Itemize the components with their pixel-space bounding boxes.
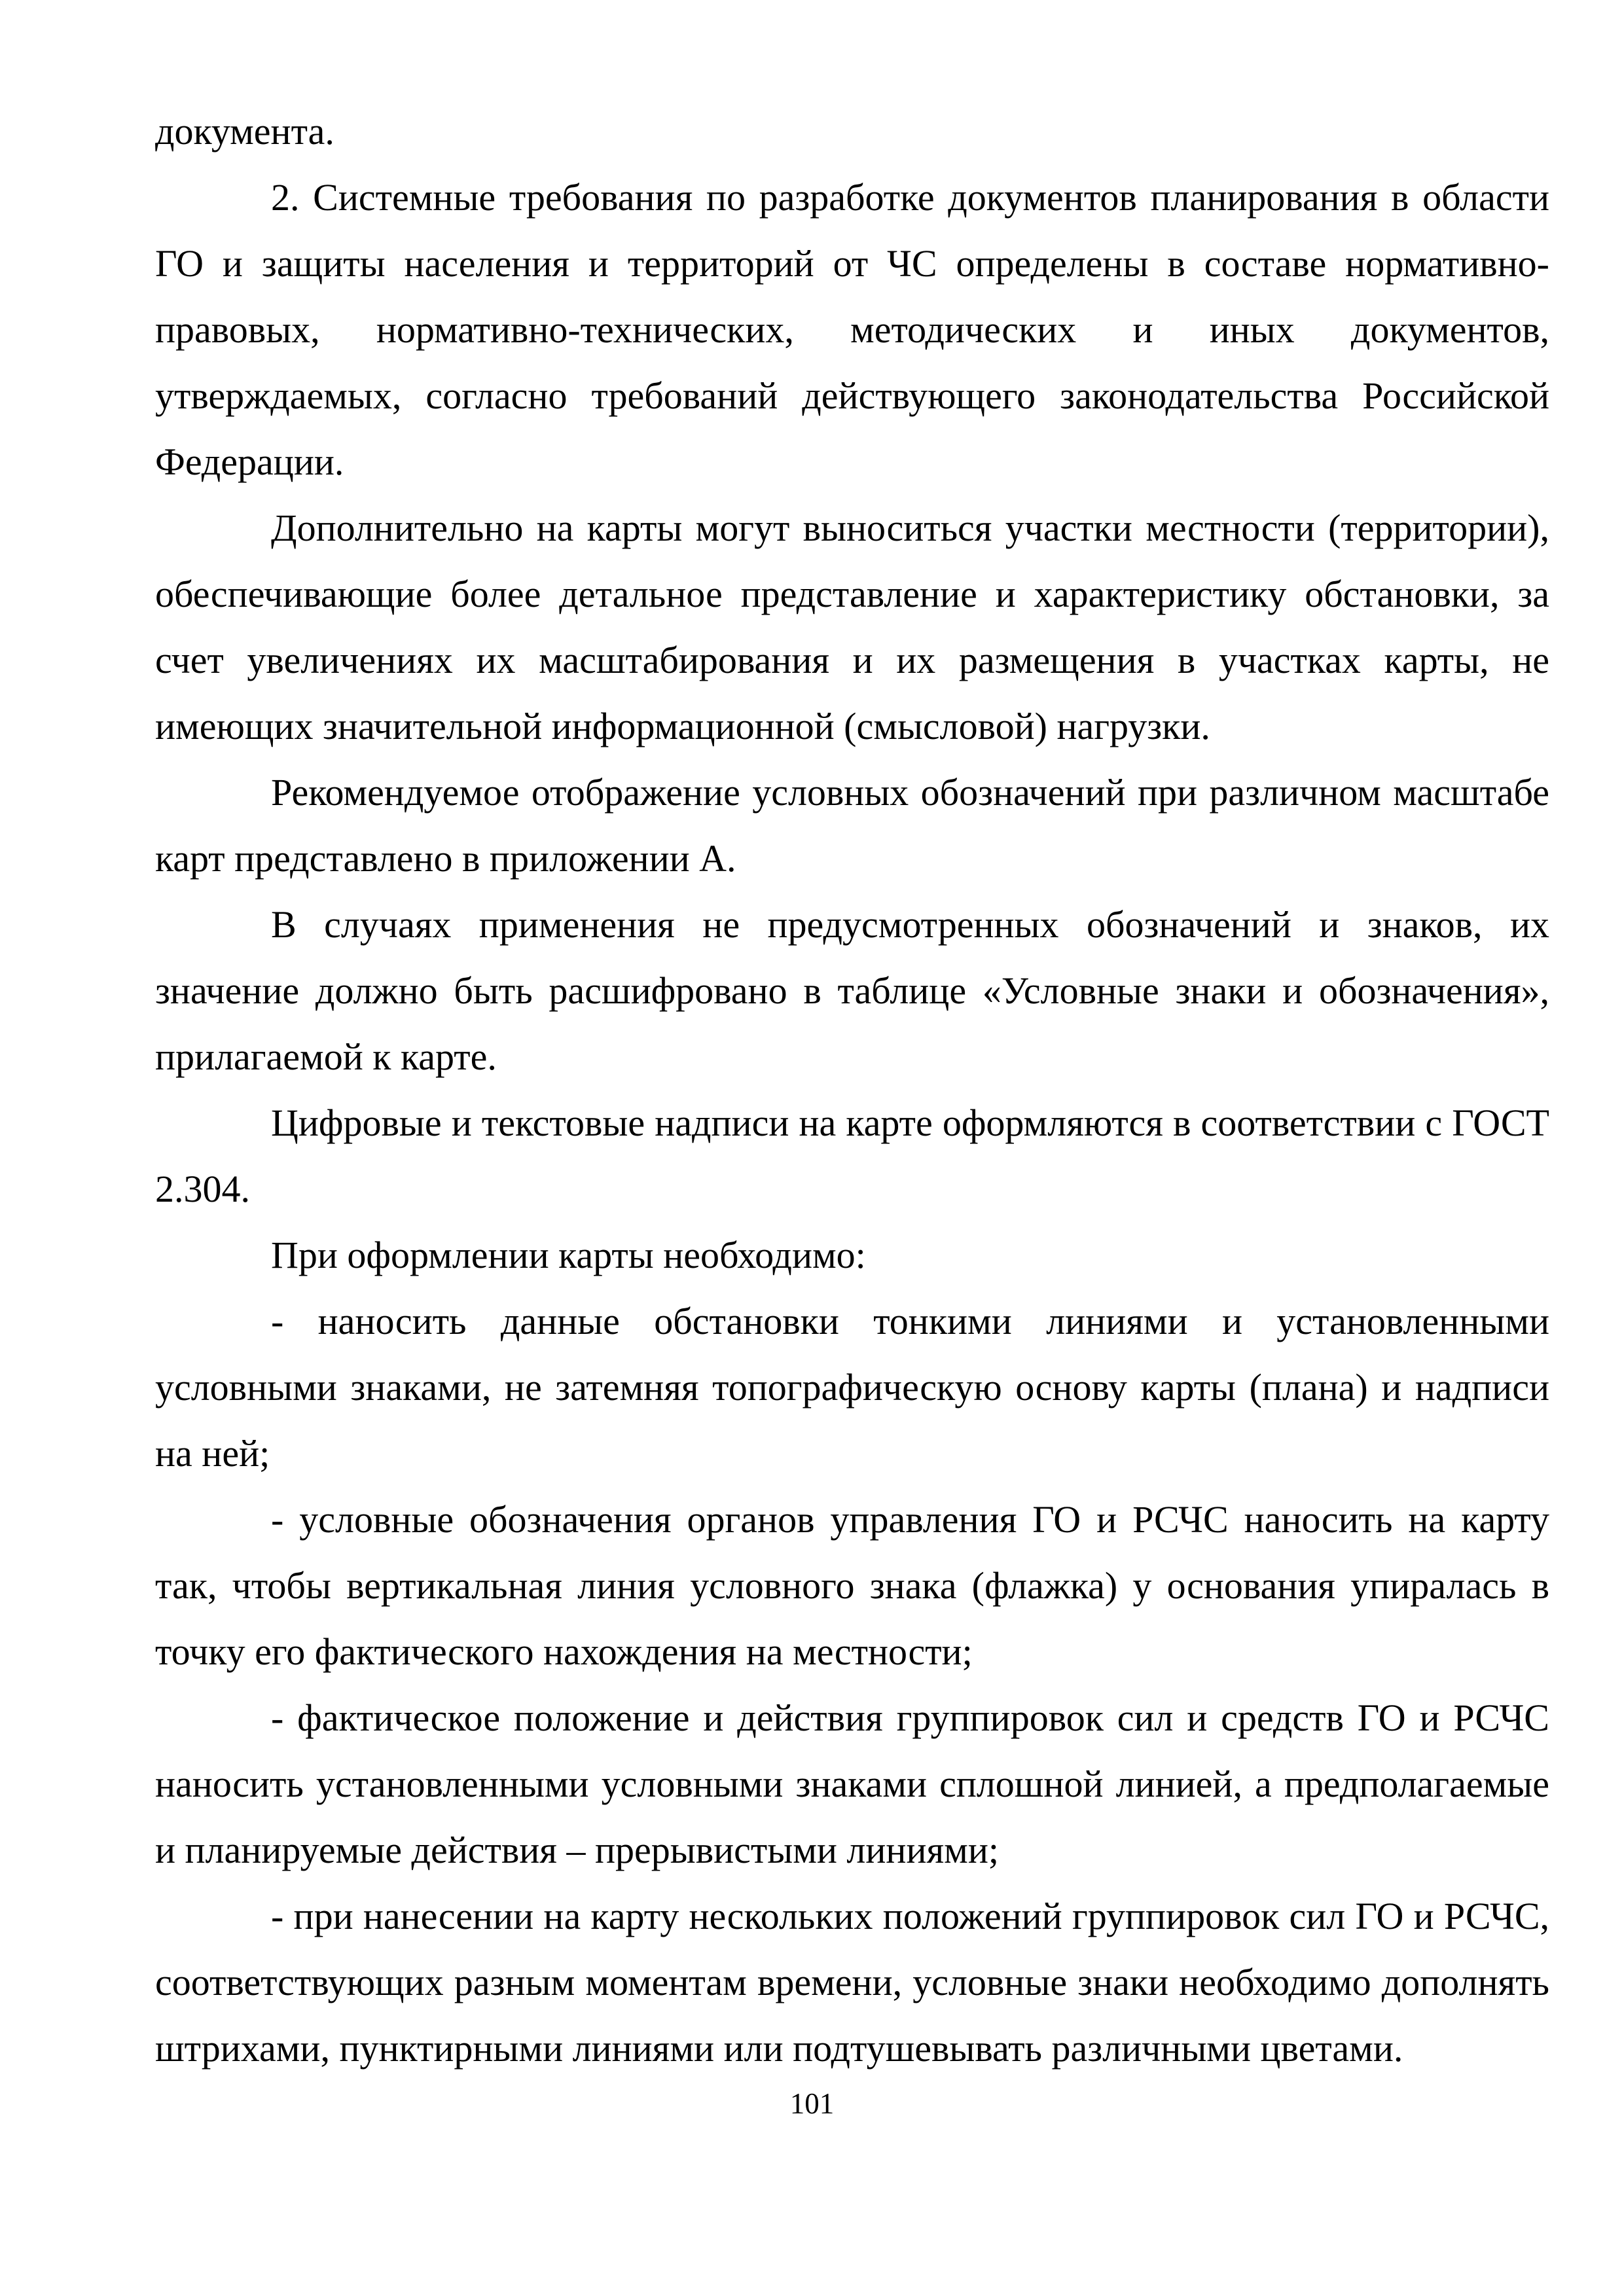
paragraph-recommended-symbols: Рекомендуемое отображение условных обозначений при различном масштабе карт представлено в приложении А. — [155, 771, 1549, 880]
paragraph-continuation: документа. — [155, 110, 334, 152]
list-item-force-positions: - фактическое положение и действия группировок сил и средств ГО и РСЧС наносить установленными условными знаками сплошной линией, а предполагаемые и планируемые действия – прерывистыми линиями; — [155, 1696, 1549, 1871]
list-item-control-bodies: - условные обозначения органов управления ГО и РСЧС наносить на карту так, чтобы вертикальная линия условного знака (флажка) у основания упиралась в точку его фактического нахождения на местности; — [155, 1498, 1549, 1673]
paragraph-system-requirements: 2. Системные требования по разработке документов планирования в области ГО и защиты населения и территорий от ЧС определены в составе нормативно-правовых, нормативно-технических, методических и иных документов, утверждаемых, согласно требований действующего законодательства Российской Федерации. — [155, 176, 1549, 483]
document-body — [155, 98, 1549, 2081]
paragraph-inscriptions: Цифровые и текстовые надписи на карте оформляются в соответствии с ГОСТ 2.304. — [155, 1102, 1549, 1210]
paragraph-map-requirements-heading: При оформлении карты необходимо: — [271, 1234, 866, 1276]
page-number: 101 — [789, 2087, 835, 2120]
paragraph-custom-symbols: В случаях применения не предусмотренных обозначений и знаков, их значение должно быть расшифровано в таблице «Условные знаки и обозначения», прилагаемой к карте. — [155, 903, 1549, 1078]
list-item-thin-lines: - наносить данные обстановки тонкими линиями и установленными условными знаками, не затемняя топографическую основу карты (плана) и надписи на ней; — [155, 1300, 1549, 1475]
list-item-time-moments: - при нанесении на карту нескольких положений группировок сил ГО и РСЧС, соответствующих разным моментам времени, условные знаки необходимо дополнять штрихами, пунктирными линиями или подтушевывать различными цветами. — [155, 1895, 1549, 2070]
paragraph-map-areas: Дополнительно на карты могут выноситься участки местности (территории), обеспечивающие более детальное представление и характеристику обстановки, за счет увеличениях их масштабирования и их размещения в участках карты, не имеющих значительной информационной (смысловой) нагрузки. — [155, 507, 1549, 747]
